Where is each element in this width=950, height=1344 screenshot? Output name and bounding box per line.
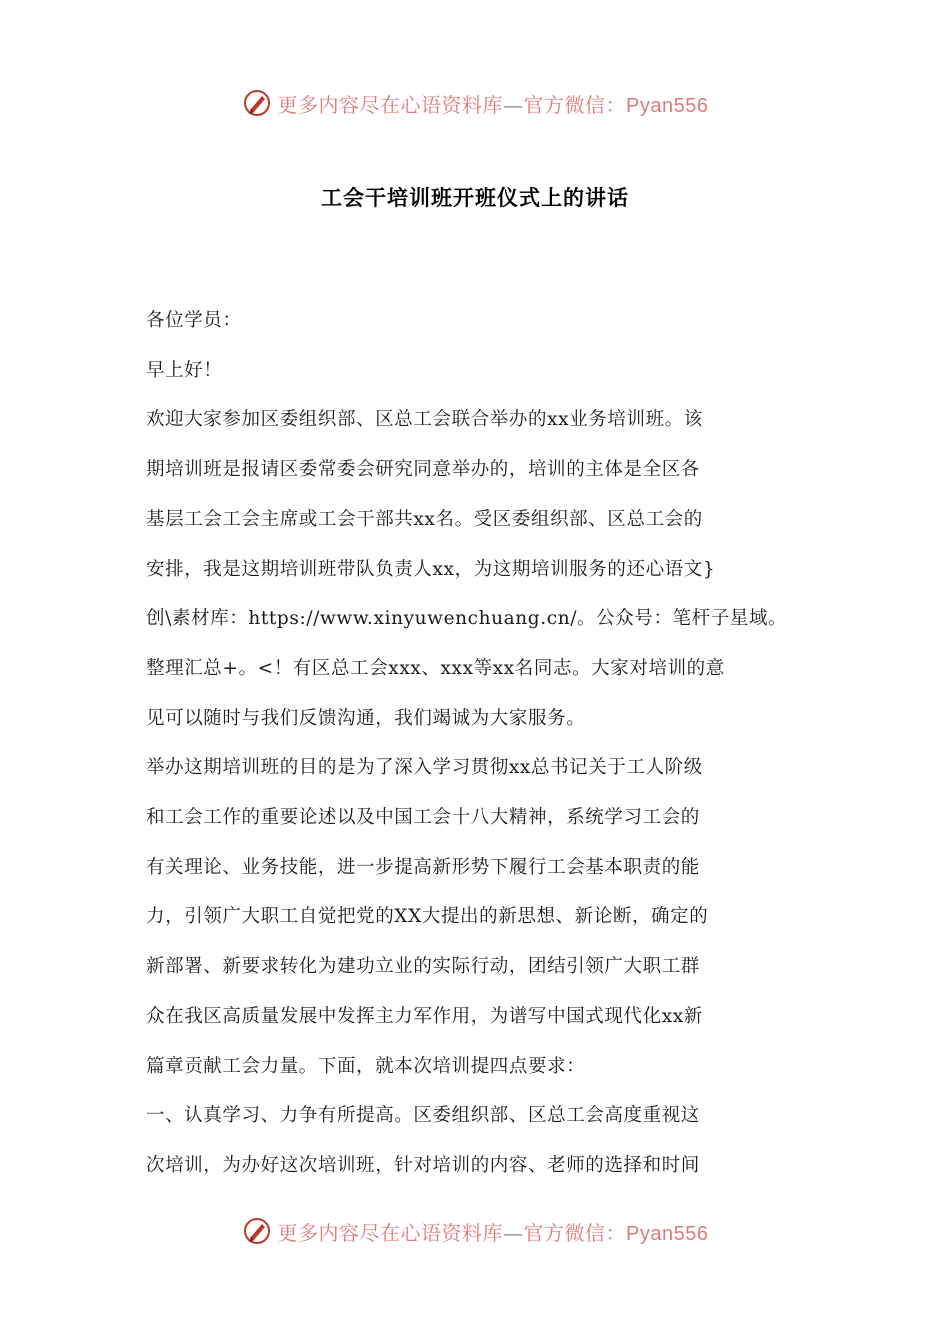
footer-watermark [0, 1211, 950, 1251]
body-line: 举办这期培训班的目的是为了深入学习贯彻xx总书记关于工人阶级 [146, 757, 703, 779]
header-watermark [0, 83, 950, 123]
greeting: 早上好！ [146, 359, 223, 381]
body-line: 有关理论、业务技能，进一步提高新形势下履行工会基本职责的能 [146, 856, 700, 878]
body-line: 力，引领广大职工自觉把党的XX大提出的新思想、新论断，确定的 [146, 906, 709, 928]
body-line: 期培训班是报请区委常委会研究同意举办的，培训的主体是全区各 [146, 459, 700, 481]
body-line: 安排，我是这期培训班带队负责人xx，为这期培训服务的还心语文} [146, 558, 716, 580]
pen-logo-icon [242, 1216, 272, 1246]
body-line: 欢迎大家参加区委组织部、区总工会联合举办的xx业务培训班。该 [146, 409, 703, 431]
pen-logo-icon [242, 88, 272, 118]
document-title: 工会干培训班开班仪式上的讲话 [321, 186, 629, 210]
watermark-text: 更多内容尽在心语资料库—官方微信：Pyan556 [277, 92, 709, 117]
watermark-text: 更多内容尽在心语资料库—官方微信：Pyan556 [277, 1220, 709, 1245]
body-line: 和工会工作的重要论述以及中国工会十八大精神，系统学习工会的 [146, 807, 700, 829]
body-line: 一、认真学习、力争有所提高。区委组织部、区总工会高度重视这 [146, 1105, 700, 1127]
body-line: 次培训，为办好这次培训班，针对培训的内容、老师的选择和时间 [146, 1154, 700, 1176]
salutation: 各位学员： [146, 310, 242, 331]
body-line: 整理汇总+。<！有区总工会xxx、xxx等xx名同志。大家对培训的意 [146, 657, 725, 679]
body-line: 篇章贡献工会力量。下面，就本次培训提四点要求： [146, 1055, 586, 1077]
body-line: 见可以随时与我们反馈沟通，我们竭诚为大家服务。 [146, 707, 586, 729]
body-line: 新部署、新要求转化为建功立业的实际行动，团结引领广大职工群 [146, 956, 700, 978]
body-line: 基层工会工会主席或工会干部共xx名。受区委组织部、区总工会的 [146, 508, 703, 530]
body-line: 众在我区高质量发展中发挥主力军作用，为谱写中国式现代化xx新 [146, 1005, 703, 1027]
body-line: 创\素材库：https://www.xinyuwenchuang.cn/。公众号：笔杆子星域。 [146, 608, 788, 630]
document-body [146, 296, 808, 1191]
